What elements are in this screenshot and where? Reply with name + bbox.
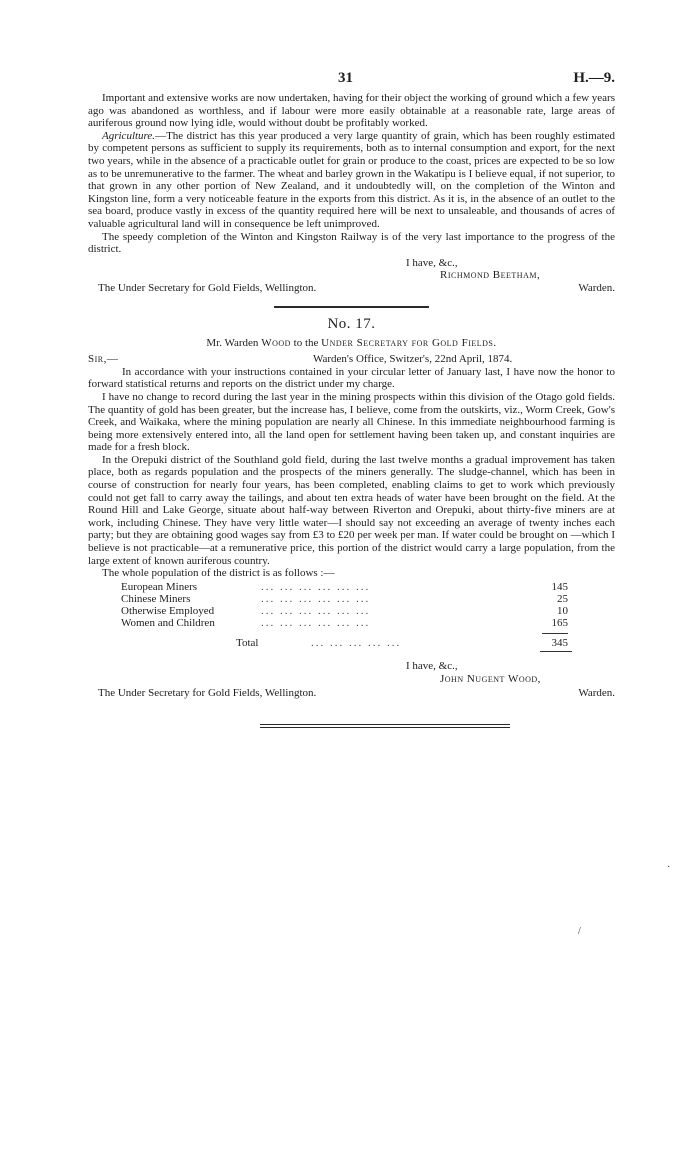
population-label: Otherwise Employed — [121, 604, 215, 617]
leader-dots: ... ... ... ... ... ... — [261, 616, 371, 629]
end-rule-top — [260, 724, 510, 725]
population-value: 25 — [557, 592, 568, 605]
signature-block-beetham — [88, 256, 615, 294]
signature-block-wood — [88, 660, 615, 704]
paragraph-orepuki: In the Orepuki district of the Southland gold field, during the last twelve months a gradual improvement has taken place, both as regards population and the prospects of the miners generally. The sludge-channel, which has been in course of construction for nearly four years, has been completed, enabling claims to get to work which previously could not get fall to carry away the tailings, and about ten extra heads of water have been brought on the field. At the Round Hill and Lake George, situate about half-way between Riverton and Orepuki, about thirty-five miners are at work, including Chinese. They have very little water—I should say not exceeding an average of twenty inches each party; but they are obtaining good wages say from £3 to £20 per week per man. If water could be brought on —which I believe is not practicable—at a remunerative price, this portion of the district would carry a large population, from the large extent of known auriferous country. — [88, 453, 615, 567]
agriculture-text: —The district has this year produced a very large quantity of grain, which has been roughly estimated by competent persons as sufficient to supply its requirements, both as to internal consumption and export, for the next two years, while in the absence of a practicable outlet for grain or produce to the coast, prices are expected to be so low as to be unremunerative to the farmer. The wheat and barley grown in the Wakatipu is I believe equal, if not superior, to that grown in any other portion of New Zealand, and it undoubtedly will, on the completion of the Winton and Kingston line, form a very noticeable feature in the exports from this district. As it is, in the absence of an outlet to the sea board, produce vastly in excess of the quantity required here will be next to unsaleable, and thousands of acres of valuable agricultural land will in consequence be left unimproved. — [88, 129, 615, 230]
paragraph-otago: I have no change to record during the last year in the mining prospects within this division of the Otago gold fields. The quantity of gold has been greater, but the increase has, I believe, come from the outskirts, viz., Worm Creek, Gow's Creek, and Waikaka, where the mining population are nearly all Chinese. In this immediate neighbourhood farming is being more extensively entered into, all the land open for settlement having been taken up, and constant inquiries are made for a fresh block. — [88, 390, 615, 454]
closing-line: I have, &c., — [406, 256, 458, 269]
signatory-name: John Nugent Wood, — [440, 672, 541, 685]
scan-mark: / — [578, 926, 581, 937]
population-row — [121, 605, 568, 617]
document-reference: H.—9. — [573, 70, 615, 86]
paragraph-works: Important and extensive works are now undertaken, having for their object the working of ground which a few years ago was abandoned as worthless, and if labour were more easily obtainable at a reasonable rate, large areas of auriferous ground now lying idle, would without doubt be profitably worked. — [88, 92, 615, 130]
leader-dots: ... ... ... ... ... ... — [261, 604, 371, 617]
page-header — [88, 70, 615, 92]
addressee-line: The Under Secretary for Gold Fields, Wellington. — [98, 686, 317, 699]
leader-dots: ... ... ... ... ... ... — [261, 592, 371, 605]
signatory-title: Warden. — [578, 686, 615, 699]
end-rule-bottom — [260, 727, 510, 728]
leader-dots: ... ... ... ... ... ... — [261, 580, 371, 593]
letter-heading — [88, 337, 615, 349]
population-label: Women and Children — [121, 616, 215, 629]
scan-speck: · — [667, 862, 671, 873]
place-and-date: Warden's Office, Switzer's, 22nd April, 1874. — [313, 352, 513, 365]
total-rule — [540, 651, 572, 652]
document-page — [88, 70, 615, 728]
report-beetham-continuation — [88, 92, 615, 294]
population-row — [121, 593, 568, 605]
population-label: European Miners — [121, 580, 198, 593]
paragraph-population-intro: The whole population of the district is as follows :— — [102, 567, 335, 580]
population-row — [121, 617, 568, 629]
paragraph-agriculture — [88, 130, 615, 231]
subtotal-rule — [542, 633, 568, 634]
population-value: 10 — [557, 604, 568, 617]
population-table — [121, 581, 568, 654]
paragraph-railway: The speedy completion of the Winton and Kingston Railway is of the very last importance to the progress of the district. — [88, 230, 615, 256]
salutation: Sir,— — [88, 352, 119, 365]
leader-dots: ... ... ... ... ... — [311, 636, 402, 649]
heading-name: Wood — [261, 336, 291, 349]
agriculture-label: Agriculture. — [102, 129, 156, 142]
heading-recipient: Under Secretary for Gold Fields. — [321, 336, 497, 349]
population-row — [121, 581, 568, 593]
total-value: 345 — [551, 636, 568, 649]
heading-prefix: Mr. Warden — [206, 336, 259, 349]
document-number: No. 17. — [327, 315, 376, 332]
total-label: Total — [236, 636, 259, 649]
addressee-line: The Under Secretary for Gold Fields, Wellington. — [98, 281, 317, 294]
population-label: Chinese Miners — [121, 592, 191, 605]
population-value: 145 — [551, 580, 568, 593]
paragraph-instructions: In accordance with your instructions contained in your circular letter of January last, I have now the honor to forward statistical returns and reports on the district under my charge. — [88, 365, 615, 391]
total-rule-row — [121, 650, 568, 654]
heading-to: to the — [293, 336, 319, 349]
signatory-name: Richmond Beetham, — [440, 268, 541, 281]
closing-line: I have, &c., — [406, 659, 458, 672]
population-value: 165 — [551, 616, 568, 629]
section-divider — [274, 306, 429, 308]
signatory-title: Warden. — [578, 281, 615, 294]
population-total-row — [121, 637, 568, 650]
subtotal-rule-row — [121, 629, 568, 637]
salutation-line — [88, 353, 615, 366]
page-number: 31 — [338, 70, 353, 86]
report-wood — [88, 316, 615, 704]
